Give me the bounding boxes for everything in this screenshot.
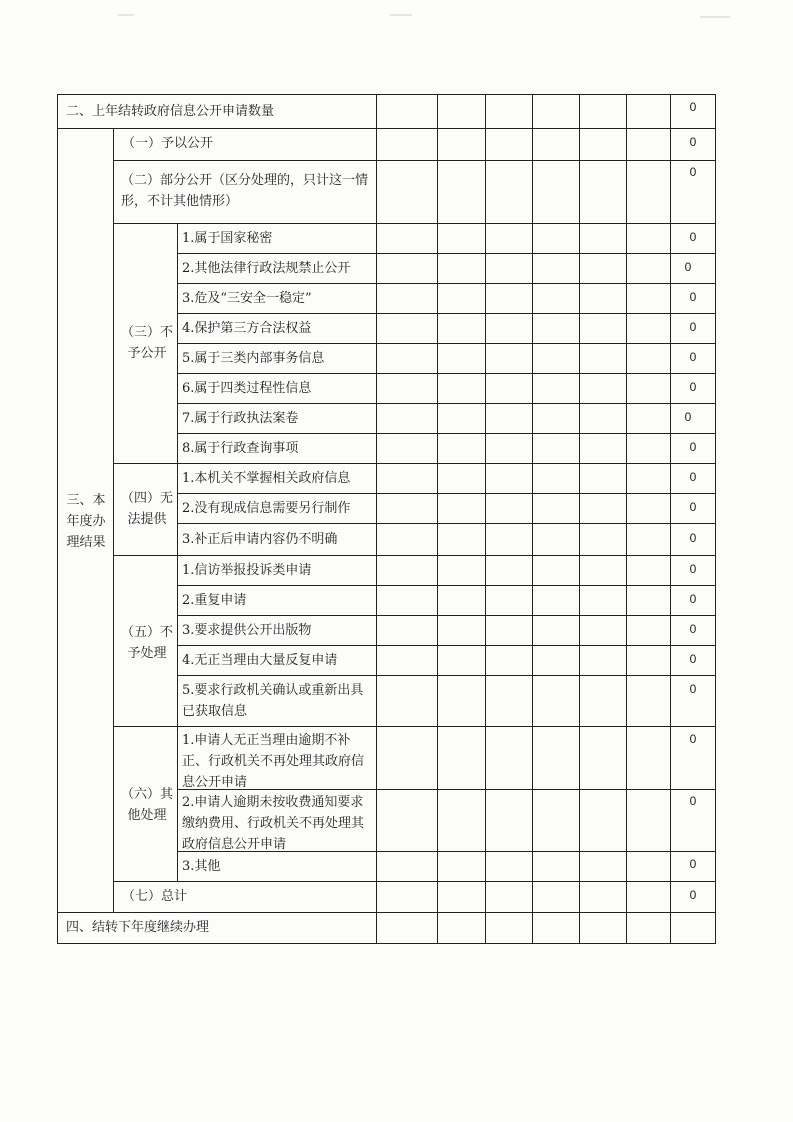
carryover-last-year-label: 二、上年结转政府信息公开申请数量 (66, 104, 275, 119)
list-item: 2.其他法律行政法规禁止公开 (182, 261, 351, 276)
column-border (437, 94, 438, 943)
list-item: 3.要求提供公开出版物 (182, 623, 312, 638)
list-item: 4.无正当理由大量反复申请 (182, 653, 338, 668)
row-border (177, 313, 716, 314)
row-border (177, 343, 716, 344)
list-item-value: 0 (689, 230, 697, 244)
column-border (376, 94, 377, 943)
list-item-value: 0 (689, 350, 697, 364)
list-item: 1.属于国家秘密 (182, 231, 273, 246)
disclose-value: 0 (689, 135, 697, 149)
column-border (485, 94, 486, 943)
list-item: 1.信访举报投诉类申请 (182, 563, 312, 578)
column-border (626, 94, 627, 943)
list-item: 5.属于三类内部事务信息 (182, 351, 325, 366)
scan-speck (700, 16, 730, 18)
row-border (177, 615, 716, 616)
row-border (177, 373, 716, 374)
list-item-value: 0 (689, 290, 697, 304)
list-item-value: 0 (689, 682, 697, 696)
list-item-value: 0 (689, 531, 697, 545)
list-item: 6.属于四类过程性信息 (182, 381, 312, 396)
section-title: 三、本年度办理结果 (66, 493, 106, 550)
partial-label: （二）部分公开（区分处理的，只计这一情形，不计其他情形） (121, 173, 369, 209)
row-border (177, 403, 716, 404)
list-item-value: 0 (684, 410, 692, 424)
row-border (57, 912, 716, 913)
column-border (177, 223, 178, 881)
list-item: 3.其他 (182, 859, 221, 874)
row-border (177, 283, 716, 284)
row-border (57, 943, 716, 944)
list-item-value: 0 (689, 794, 697, 808)
row-border (177, 253, 716, 254)
list-item-value: 0 (689, 562, 697, 576)
list-item-value: 0 (689, 500, 697, 514)
list-item: 7.属于行政执法案卷 (182, 411, 299, 426)
partial-value: 0 (689, 165, 697, 179)
row-border (177, 585, 716, 586)
disclose-label: （一）予以公开 (122, 136, 214, 151)
list-item-value: 0 (689, 440, 697, 454)
carryover-last-year-value: 0 (689, 100, 697, 114)
list-item-value: 0 (684, 260, 692, 274)
list-item-value: 0 (689, 380, 697, 394)
total-value: 0 (689, 888, 697, 902)
scan-speck (390, 14, 412, 16)
list-item: 2.重复申请 (182, 593, 247, 608)
not-processed-label: （五）不予处理 (120, 625, 173, 661)
row-border (57, 94, 716, 95)
column-border (715, 94, 716, 943)
list-item-value: 0 (689, 470, 697, 484)
row-border (177, 675, 716, 676)
list-item: 1.本机关不掌握相关政府信息 (182, 471, 351, 486)
scan-speck (118, 14, 134, 16)
row-border (57, 128, 716, 129)
row-border (177, 523, 716, 524)
other-processing-label: （六）其他处理 (120, 787, 173, 823)
column-border (532, 94, 533, 943)
list-item: 8.属于行政查询事项 (182, 441, 299, 456)
row-border (177, 493, 716, 494)
list-item: 2.没有现成信息需要另行制作 (182, 501, 351, 516)
list-item-value: 0 (689, 652, 697, 666)
list-item: 2.申请人逾期未按收费通知要求缴纳费用、行政机关不再处理其政府信息公开申请 (182, 795, 365, 852)
row-border (177, 645, 716, 646)
list-item: 4.保护第三方合法权益 (182, 321, 312, 336)
list-item: 3.危及“三安全一稳定” (182, 291, 312, 306)
list-item: 1.申请人无正当理由逾期不补正、行政机关不再处理其政府信息公开申请 (182, 733, 365, 790)
list-item-value: 0 (689, 622, 697, 636)
list-item-value: 0 (689, 592, 697, 606)
column-border (57, 94, 58, 943)
column-border (670, 94, 671, 943)
carry-to-next-year-label: 四、结转下年度继续办理 (66, 920, 210, 935)
list-item-value: 0 (689, 320, 697, 334)
list-item-value: 0 (689, 732, 697, 746)
cannot-provide-label: （四）无法提供 (120, 491, 173, 527)
total-label: （七）总计 (122, 889, 188, 904)
column-border (113, 128, 114, 912)
list-item-value: 0 (689, 857, 697, 871)
column-border (579, 94, 580, 943)
list-item: 5.要求行政机关确认或重新出具已获取信息 (182, 683, 364, 719)
not-disclose-label: （三）不予公开 (120, 325, 173, 361)
row-border (177, 433, 716, 434)
list-item: 3.补正后申请内容仍不明确 (182, 532, 338, 547)
